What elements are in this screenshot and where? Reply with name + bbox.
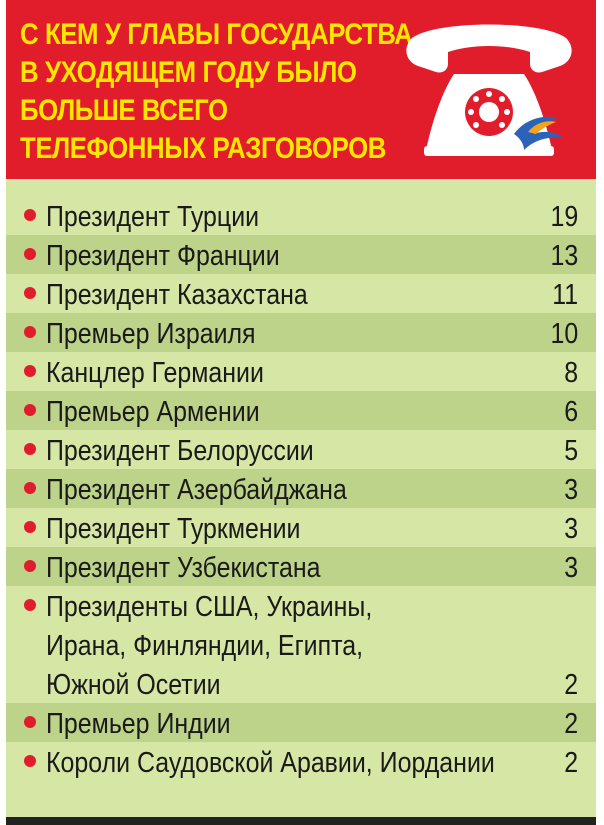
table-row (6, 196, 596, 235)
title-line: С КЕМ У ГЛАВЫ ГОСУДАРСТВА (20, 18, 413, 51)
title-line: ТЕЛЕФОННЫХ РАЗГОВОРОВ (20, 132, 386, 165)
row-value: 2 (564, 747, 578, 779)
row-label-line: Ирана, Финляндии, Египта, (46, 630, 364, 662)
title-line: БОЛЬШЕ ВСЕГО (20, 94, 228, 127)
row-label-line: Премьер Индии (46, 708, 231, 740)
row-value: 3 (564, 552, 578, 584)
infographic-title (20, 16, 413, 168)
row-label-line: Президент Турции (46, 201, 260, 233)
bullet-icon (24, 287, 36, 299)
row-label (46, 744, 495, 783)
bullet-icon (24, 326, 36, 338)
row-label-line: Короли Саудовской Аравии, Иордании (46, 747, 495, 779)
row-label-line: Премьер Армении (46, 396, 260, 428)
bullet-icon (24, 755, 36, 767)
row-label (46, 705, 231, 744)
row-value: 3 (564, 474, 578, 506)
table-row (6, 508, 596, 547)
row-label-line: Президент Белоруссии (46, 435, 314, 467)
row-value: 19 (550, 201, 578, 233)
row-label-line: Президент Туркмении (46, 513, 301, 545)
row-label-line: Президент Узбекистана (46, 552, 321, 584)
table-row (6, 430, 596, 469)
table-row (6, 391, 596, 430)
row-label (46, 588, 372, 705)
row-value: 5 (564, 435, 578, 467)
row-value: 2 (564, 708, 578, 740)
ranking-table (6, 196, 596, 781)
table-row (6, 547, 596, 586)
bullet-icon (24, 365, 36, 377)
header-banner (6, 0, 596, 179)
row-label (46, 315, 256, 354)
row-label (46, 276, 308, 315)
bullet-icon (24, 482, 36, 494)
row-label (46, 549, 320, 588)
footer-bar (6, 817, 596, 825)
bullet-icon (24, 560, 36, 572)
row-value: 11 (552, 279, 578, 311)
row-label (46, 198, 259, 237)
bullet-icon (24, 443, 36, 455)
row-label-line: Президент Франции (46, 240, 280, 272)
row-label-line: Президенты США, Украины, (46, 591, 373, 623)
bullet-icon (24, 404, 36, 416)
bullet-icon (24, 521, 36, 533)
table-row (6, 352, 596, 391)
row-value: 10 (550, 318, 578, 350)
row-label-line: Президент Азербайджана (46, 474, 347, 506)
bullet-icon (24, 209, 36, 221)
table-row (6, 235, 596, 274)
table-row (6, 586, 596, 703)
row-label (46, 471, 347, 510)
bullet-icon (24, 716, 36, 728)
table-row (6, 469, 596, 508)
row-label-line: Президент Казахстана (46, 279, 308, 311)
bullet-icon (24, 599, 36, 611)
row-value: 3 (564, 513, 578, 545)
title-line: В УХОДЯЩЕМ ГОДУ БЫЛО (20, 56, 357, 89)
row-value: 6 (564, 396, 578, 428)
table-row (6, 742, 596, 781)
table-row (6, 313, 596, 352)
row-label (46, 432, 314, 471)
row-label (46, 510, 300, 549)
row-value: 13 (550, 240, 578, 272)
row-label-line: Канцлер Германии (46, 357, 264, 389)
bullet-icon (24, 248, 36, 260)
row-label (46, 354, 264, 393)
row-label-line: Южной Осетии (46, 669, 221, 701)
rotary-phone-icon (396, 22, 582, 162)
row-value: 2 (564, 669, 578, 701)
table-row (6, 274, 596, 313)
infographic-card (6, 0, 596, 825)
row-value: 8 (564, 357, 578, 389)
row-label-line: Премьер Израиля (46, 318, 256, 350)
row-label (46, 393, 260, 432)
row-label (46, 237, 280, 276)
table-row (6, 703, 596, 742)
